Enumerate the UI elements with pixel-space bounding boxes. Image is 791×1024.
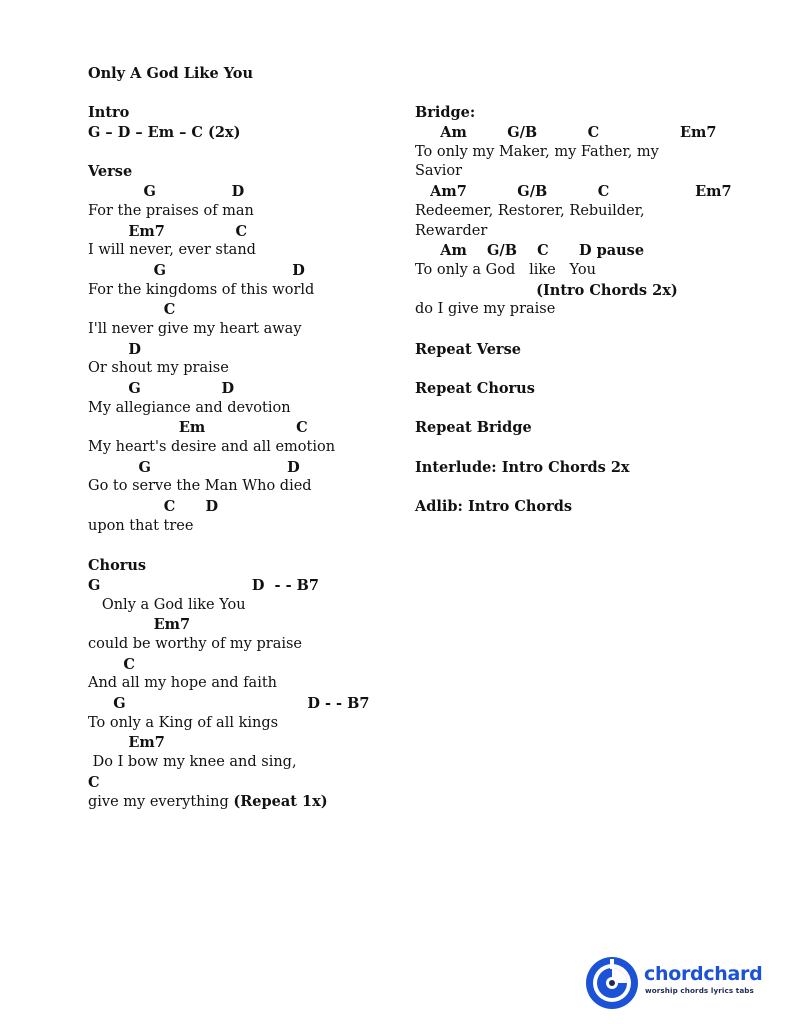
- chord-line: C: [88, 773, 100, 791]
- intro-chords: G – D – Em – C (2x): [88, 124, 241, 142]
- lyric-line: And all my hope and faith: [88, 675, 278, 692]
- chordchard-logo: [584, 955, 769, 1011]
- chord-line: G D: [88, 458, 300, 476]
- lyric-line: do I give my praise: [415, 301, 556, 318]
- brand-tagline: worship chords lyrics tabs: [645, 986, 754, 995]
- lyric-line: My allegiance and devotion: [88, 399, 291, 416]
- chord-line: Em7: [88, 616, 191, 634]
- lyric-line: To only my Maker, my Father, my: [415, 143, 659, 160]
- lyric-line: To only a King of all kings: [88, 714, 279, 731]
- lyric-line: I will never, ever stand: [88, 242, 256, 259]
- chord-line: G D: [88, 183, 245, 201]
- lyric-line: upon that tree: [88, 517, 194, 534]
- lyric-line: To only a God like You: [415, 261, 596, 278]
- lyric-line: Rewarder: [415, 222, 488, 239]
- lyric-line: Do I bow my knee and sing,: [88, 754, 297, 771]
- chord-line: C D: [88, 498, 219, 516]
- chord-line: C: [88, 655, 135, 673]
- lyric-line: For the praises of man: [88, 202, 254, 219]
- lyric-line: Only a God like You: [88, 596, 246, 613]
- chord-line: Em C: [88, 419, 308, 437]
- lyric-line: Go to serve the Man Who died: [88, 478, 312, 495]
- chord-line: C: [88, 301, 176, 319]
- chord-line: Am7 G/B C Em7: [415, 183, 732, 201]
- interlude: Interlude: Intro Chords 2x: [415, 458, 630, 476]
- right-column: [415, 64, 755, 517]
- chordchard-logo-icon: [584, 955, 640, 1011]
- repeat-note: (Repeat 1x): [233, 793, 328, 811]
- verse-label: Verse: [88, 163, 133, 181]
- lyric-line: Savior: [415, 163, 463, 180]
- song-title: Only A God Like You: [88, 65, 254, 82]
- chord-line: (Intro Chords 2x): [415, 281, 678, 299]
- lyric-line: could be worthy of my praise: [88, 635, 303, 652]
- lyric-text: give my everything: [88, 794, 234, 811]
- repeat-verse: Repeat Verse: [415, 340, 521, 358]
- lyric-line-last: [88, 792, 398, 812]
- lyric-line: Redeemer, Restorer, Rebuilder,: [415, 202, 645, 219]
- chord-line: Am G/B C Em7: [415, 124, 717, 142]
- chord-line: Em7 C: [88, 222, 248, 240]
- chord-line: G D: [88, 261, 305, 279]
- adlib: Adlib: Intro Chords: [415, 498, 573, 516]
- repeat-bridge: Repeat Bridge: [415, 419, 532, 437]
- chord-line: G D: [88, 380, 235, 397]
- chord-line: Em7: [88, 734, 165, 752]
- left-column: [88, 64, 398, 812]
- brand-name: chordchard: [644, 963, 763, 985]
- chord-line: G D - - B7: [88, 695, 370, 712]
- lyric-line: For the kingdoms of this world: [88, 281, 315, 298]
- chord-line: G D - - B7: [88, 576, 319, 594]
- chord-line: Am G/B C D pause: [415, 242, 645, 260]
- lyric-line: I'll never give my heart away: [88, 320, 302, 337]
- intro-label: Intro: [88, 104, 130, 122]
- chord-line: D: [88, 340, 141, 358]
- chorus-label: Chorus: [88, 557, 147, 575]
- bridge-label: Bridge:: [415, 104, 476, 122]
- repeat-chorus: Repeat Chorus: [415, 380, 535, 397]
- lyric-line: Or shout my praise: [88, 360, 229, 377]
- lyric-line: My heart's desire and all emotion: [88, 439, 336, 456]
